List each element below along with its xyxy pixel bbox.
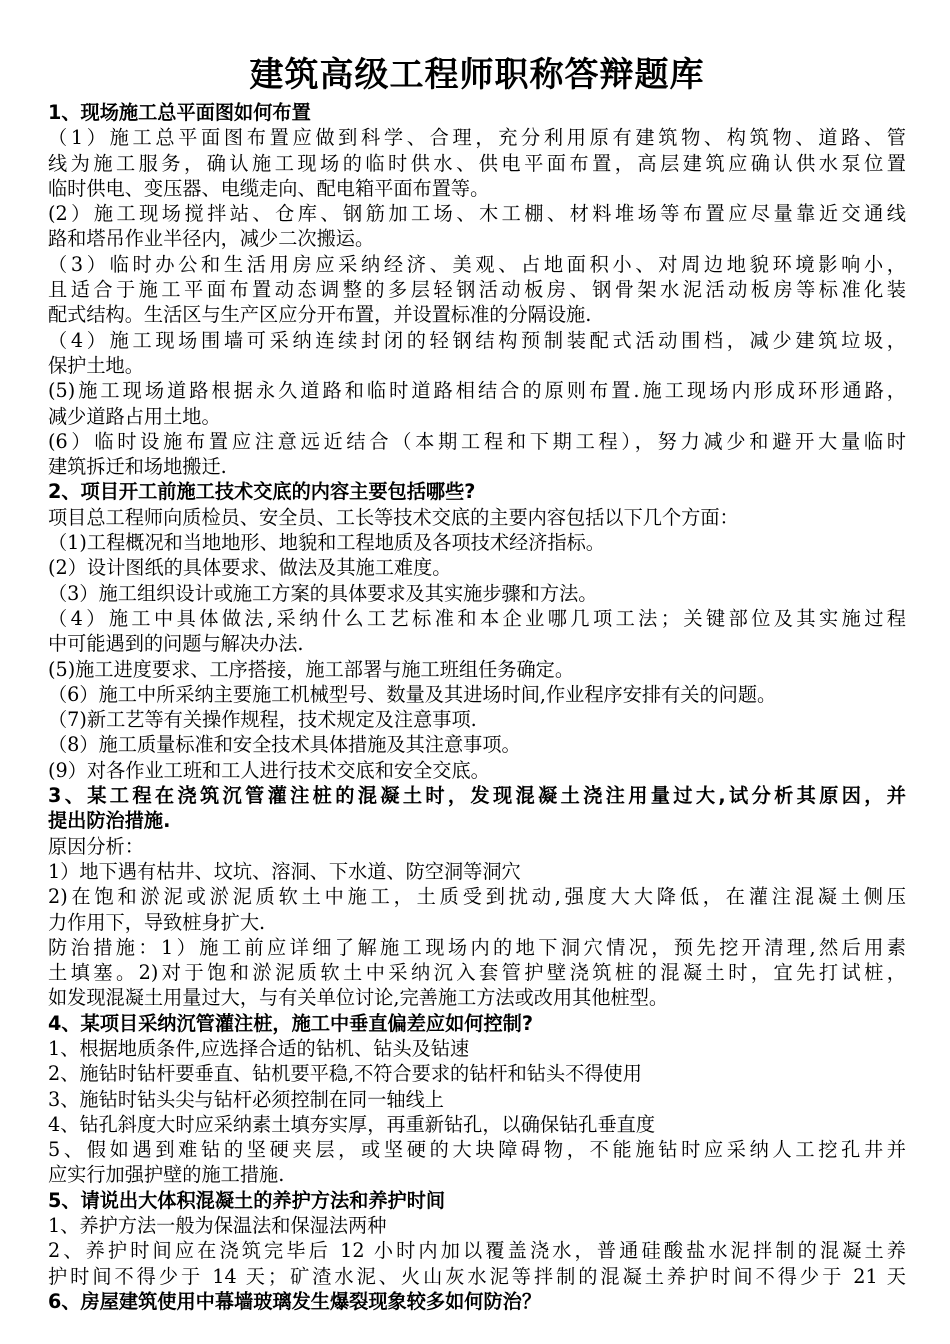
question-heading: 提出防治措施. — [48, 809, 171, 833]
text-line: （1）施工总平面图布置应做到科学、合理，充分利用原有建筑物、构筑物、道路、管 — [48, 126, 906, 150]
text-line: 3、施钻时钻头尖与钻杆必须控制在同一轴线上 — [48, 1087, 444, 1111]
text-line: 保护土地。 — [48, 353, 144, 377]
text-line: 配式结构。生活区与生产区应分开布置，并设置标准的分隔设施. — [48, 303, 592, 327]
text-line: 5、假如遇到难钻的坚硬夹层，或坚硬的大块障碍物，不能施钻时应采纳人工挖孔井并 — [48, 1138, 906, 1162]
text-line: 力作用下，导致桩身扩大. — [48, 910, 266, 934]
text-line: (6）临时设施布置应注意远近结合（本期工程和下期工程），努力减少和避开大量临时 — [48, 429, 906, 453]
text-line: 应实行加强护壁的施工措施. — [48, 1163, 285, 1187]
text-line: (5)施工现场道路根据永久道路和临时道路相结合的原则布置.施工现场内形成环形通路， — [48, 379, 906, 403]
text-line: 临时供电、变压器、电缆走向、配电箱平面布置等。 — [48, 176, 490, 200]
text-line: （1)工程概况和当地地形、地貌和工程地质及各项技术经济指标。 — [48, 531, 605, 555]
document-body — [48, 100, 906, 1314]
text-line: （4）施工现场围墙可采纳连续封闭的轻钢结构预制装配式活动围档，减少建筑垃圾， — [48, 328, 906, 352]
text-line: 1、养护方法一般为保温法和保湿法两种 — [48, 1214, 387, 1238]
text-line: （8）施工质量标准和安全技术具体措施及其注意事项。 — [48, 733, 521, 757]
text-line: 1）地下遇有枯井、坟坑、溶洞、下水道、防空洞等洞穴 — [48, 859, 521, 883]
text-line: 4、钻孔斜度大时应采纳素土填夯实厚，再重新钻孔，以确保钻孔垂直度 — [48, 1112, 656, 1136]
question-heading: 5、请说出大体积混凝土的养护方法和养护时间 — [48, 1188, 446, 1212]
text-line: 如发现混凝土用量过大，与有关单位讨论,完善施工方法或改用其他桩型。 — [48, 986, 669, 1010]
text-line: 2、施钻时钻杆要垂直、钻机要平稳,不符合要求的钻杆和钻头不得使用 — [48, 1062, 642, 1086]
text-line: 中可能遇到的问题与解决办法. — [48, 632, 304, 656]
text-line: 线为施工服务，确认施工现场的临时供水、供电平面布置，高层建筑应确认供水泵位置 — [48, 151, 906, 175]
text-line: 原因分析： — [48, 834, 144, 858]
text-line: (2）设计图纸的具体要求、做法及其施工难度。 — [48, 556, 452, 580]
text-line: 减少道路占用土地。 — [48, 404, 221, 428]
question-heading: 1、现场施工总平面图如何布置 — [48, 101, 311, 124]
question-heading: 4、某项目采纳沉管灌注桩，施工中垂直偏差应如何控制? — [48, 1011, 533, 1035]
document-page — [48, 52, 906, 1314]
text-line: (5)施工进度要求、工序搭接，施工部署与施工班组任务确定。 — [48, 657, 575, 681]
document-title: 建筑高级工程师职称答辩题库 — [249, 55, 705, 95]
question-heading: 6、房屋建筑使用中幕墙玻璃发生爆裂现象较多如何防治？ — [48, 1289, 542, 1313]
text-line: （4）施工中具体做法,采纳什么工艺标准和本企业哪几项工法；关键部位及其实施过程 — [48, 606, 906, 630]
text-line: 1、根据地质条件,应选择合适的钻机、钻头及钻速 — [48, 1036, 470, 1060]
text-line: 防治措施：1）施工前应详细了解施工现场内的地下洞穴情况，预先挖开清理,然后用素 — [48, 935, 906, 959]
question-heading: 2、项目开工前施工技术交底的内容主要包括哪些? — [48, 480, 476, 504]
text-line: 且适合于施工平面布置动态调整的多层轻钢活动板房、钢骨架水泥活动板房等标准化装 — [48, 278, 906, 302]
text-line: （6）施工中所采纳主要施工机械型号、数量及其进场时间,作业程序安排有关的问题。 — [48, 682, 777, 706]
text-line: 土填塞。2)对于饱和淤泥质软土中采纳沉入套管护壁浇筑桩的混凝土时，宜先打试桩， — [48, 961, 906, 985]
text-line: 2)在饱和淤泥或淤泥质软土中施工，土质受到扰动,强度大大降低，在灌注混凝土侧压 — [48, 885, 906, 909]
text-line: 护时间不得少于 14 天；矿渣水泥、火山灰水泥等拌制的混凝土养护时间不得少于 21 天 — [48, 1264, 906, 1288]
text-line: 建筑拆迁和场地搬迁. — [48, 455, 227, 479]
question-heading: 3、某工程在浇筑沉管灌注桩的混凝土时，发现混凝土浇注用量过大,试分析其原因，并 — [48, 784, 906, 808]
text-line: （3）施工组织设计或施工方案的具体要求及其实施步骤和方法。 — [48, 581, 598, 605]
text-line: 项目总工程师向质检员、安全员、工长等技术交底的主要内容包括以下几个方面： — [48, 505, 739, 529]
text-line: 2、养护时间应在浇筑完毕后 12 小时内加以覆盖浇水，普通硅酸盐水泥拌制的混凝土养 — [48, 1239, 906, 1263]
text-line: (2）施工现场搅拌站、仓库、钢筋加工场、木工棚、材料堆场等布置应尽量靠近交通线 — [48, 202, 906, 226]
text-line: (9）对各作业工班和工人进行技术交底和安全交底。 — [48, 758, 490, 782]
text-line: （3）临时办公和生活用房应采纳经济、美观、占地面积小、对周边地貌环境影响小， — [48, 252, 906, 276]
text-line: 路和塔吊作业半径内，减少二次搬运。 — [48, 227, 375, 251]
text-line: （7)新工艺等有关操作规程，技术规定及注意事项. — [48, 708, 477, 732]
